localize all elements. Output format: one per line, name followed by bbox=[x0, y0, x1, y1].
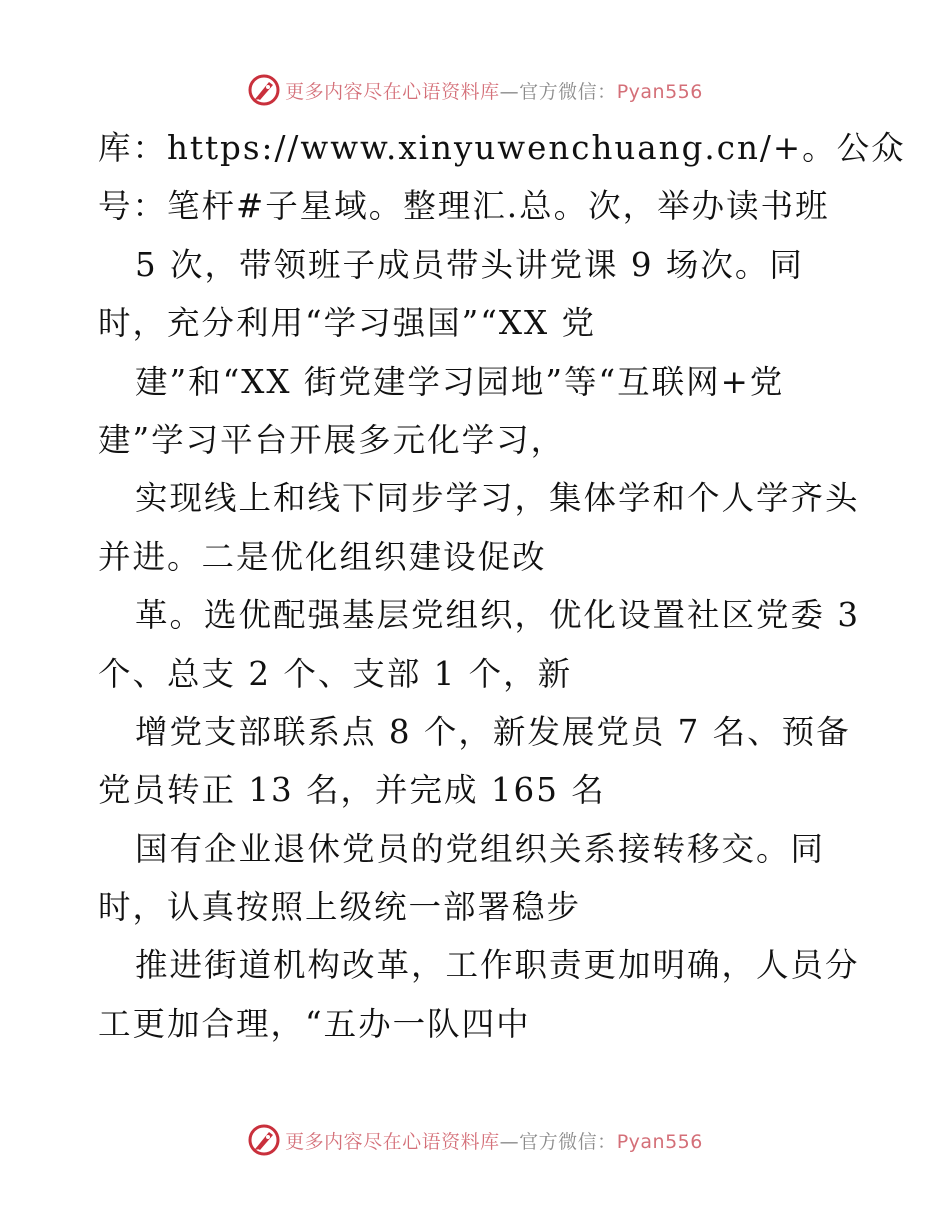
document-body bbox=[98, 126, 906, 1060]
pen-nib-logo-icon bbox=[247, 1123, 281, 1157]
body-line: 时，认真按照上级统一部署稳步 bbox=[98, 888, 582, 927]
body-line: 建”和“XX 街党建学习园地”等“互联网+党 bbox=[135, 362, 785, 401]
banner-text bbox=[285, 1127, 703, 1154]
banner-contact: 官方微信： bbox=[519, 80, 617, 103]
body-line: 增党支部联系点 8 个，新发展党员 7 名、预备 bbox=[135, 712, 851, 751]
banner-handle: Pyan556 bbox=[616, 80, 703, 103]
body-line: 国有企业退休党员的党组织关系接转移交。同 bbox=[135, 829, 826, 868]
header-banner bbox=[0, 70, 950, 110]
banner-contact: 官方微信： bbox=[519, 1130, 617, 1153]
body-line: 党员转正 13 名，并完成 165 名 bbox=[98, 771, 606, 810]
body-line: 建”学习平台开展多元化学习， bbox=[98, 420, 566, 459]
body-line: 号：笔杆#子星域。整理汇.总。次，举办读书班 bbox=[98, 187, 830, 226]
body-line: 工更加合理，“五办一队四中 bbox=[98, 1004, 531, 1043]
body-line: 库：https://www.xinyuwenchuang.cn/+。公众 bbox=[98, 129, 906, 167]
body-line: 个、总支 2 个、支部 1 个，新 bbox=[98, 654, 573, 693]
body-line: 5 次，带领班子成员带头讲党课 9 场次。同 bbox=[135, 245, 804, 284]
footer-banner bbox=[0, 1120, 950, 1160]
pen-nib-logo-icon bbox=[247, 73, 281, 107]
banner-dash: — bbox=[499, 80, 520, 103]
banner-slogan: 更多内容尽在心语资料库 bbox=[285, 80, 500, 103]
banner-text bbox=[285, 77, 703, 104]
body-line: 实现线上和线下同步学习，集体学和个人学齐头 bbox=[135, 479, 860, 518]
banner-handle: Pyan556 bbox=[616, 1130, 703, 1153]
banner-dash: — bbox=[499, 1130, 520, 1153]
body-line: 并进。二是优化组织建设促改 bbox=[98, 537, 547, 576]
body-line: 时，充分利用“学习强国”“XX 党 bbox=[98, 304, 596, 343]
banner-slogan: 更多内容尽在心语资料库 bbox=[285, 1130, 500, 1153]
body-line: 革。选优配强基层党组织，优化设置社区党委 3 bbox=[135, 596, 861, 635]
body-line: 推进街道机构改革，工作职责更加明确，人员分 bbox=[135, 946, 860, 985]
